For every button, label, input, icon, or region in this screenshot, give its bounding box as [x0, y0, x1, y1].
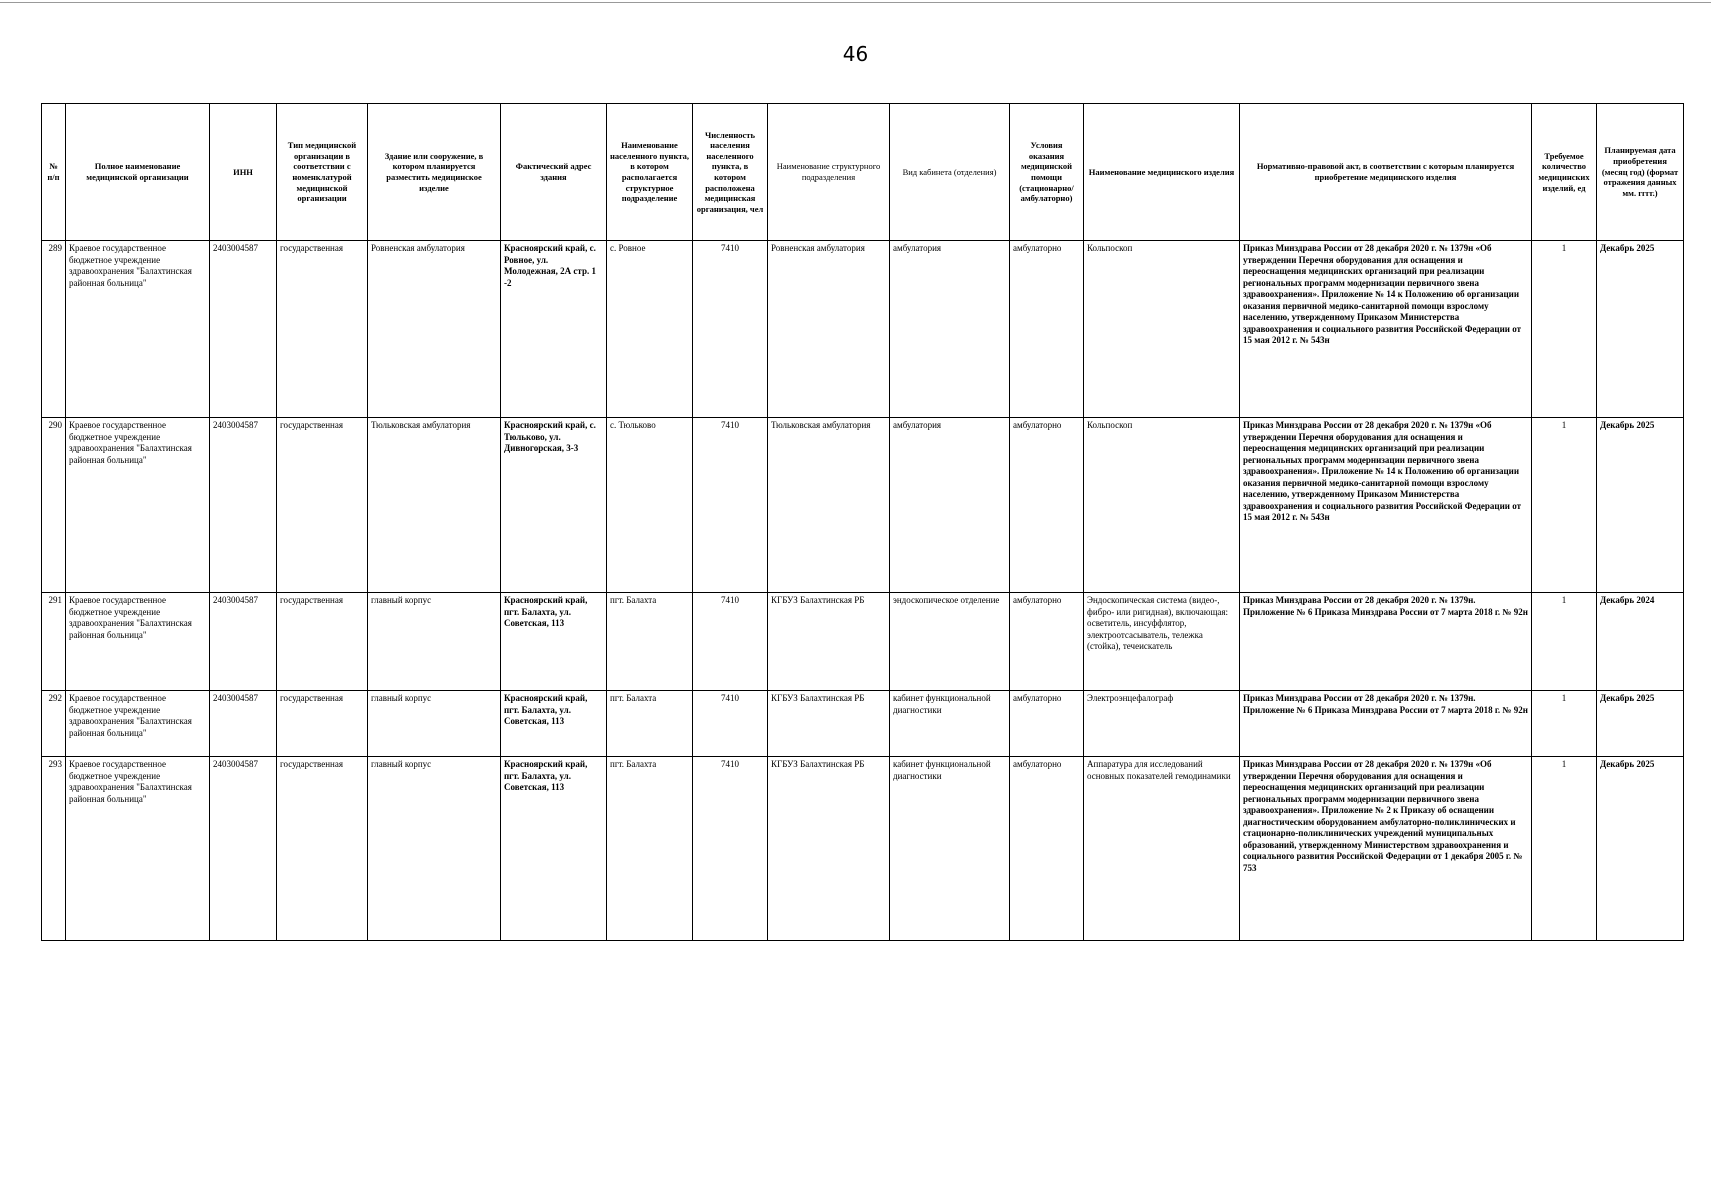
row-unit: КГБУЗ Балахтинская РБ [768, 757, 890, 941]
header-org-name: Полное наименование медицинской организации [66, 104, 210, 241]
header-org-type: Тип медицинской организации в соответствии с номенклатурой медицинской организации [277, 104, 368, 241]
row-num: 292 [42, 691, 66, 757]
row-inn: 2403004587 [210, 691, 277, 757]
row-unit: Ровненская амбулатория [768, 241, 890, 418]
row-address: Красноярский край, с. Тюльково, ул. Дивногорская, 3-3 [501, 418, 607, 593]
row-population: 7410 [693, 593, 768, 691]
row-building: главный корпус [368, 593, 501, 691]
row-quantity: 1 [1532, 757, 1597, 941]
row-date: Декабрь 2025 [1597, 757, 1684, 941]
header-building: Здание или сооружение, в котором планируется разместить медицинское изделие [368, 104, 501, 241]
row-org-type: государственная [277, 241, 368, 418]
header-quantity: Требуемое количество медицинских изделий, ед [1532, 104, 1597, 241]
row-settlement: с. Тюльково [607, 418, 693, 593]
row-settlement: пгт. Балахта [607, 691, 693, 757]
row-settlement: пгт. Балахта [607, 757, 693, 941]
row-num: 291 [42, 593, 66, 691]
row-conditions: амбулаторно [1010, 691, 1084, 757]
row-quantity: 1 [1532, 418, 1597, 593]
row-num: 290 [42, 418, 66, 593]
row-org-type: государственная [277, 593, 368, 691]
row-org-name: Краевое государственное бюджетное учреждение здравоохранения "Балахтинская районная больница" [66, 418, 210, 593]
row-inn: 2403004587 [210, 593, 277, 691]
row-org-name: Краевое государственное бюджетное учреждение здравоохранения "Балахтинская районная больница" [66, 241, 210, 418]
row-date: Декабрь 2025 [1597, 418, 1684, 593]
row-quantity: 1 [1532, 593, 1597, 691]
row-settlement: с. Ровное [607, 241, 693, 418]
header-settlement: Наименование населенного пункта, в котором располагается структурное подразделение [607, 104, 693, 241]
row-conditions: амбулаторно [1010, 418, 1084, 593]
row-device: Электроэнцефалограф [1084, 691, 1240, 757]
row-room: эндоскопическое отделение [890, 593, 1010, 691]
row-unit: Тюльковская амбулатория [768, 418, 890, 593]
row-address: Красноярский край, пгт. Балахта, ул. Советская, 113 [501, 691, 607, 757]
row-settlement: пгт. Балахта [607, 593, 693, 691]
row-unit: КГБУЗ Балахтинская РБ [768, 593, 890, 691]
table-row [42, 593, 1684, 691]
row-device: Эндоскопическая система (видео-, фибро- или ригидная), включающая: осветитель, инсуффлятор, электроотсасыватель, тележка (стойка), течеискатель [1084, 593, 1240, 691]
row-inn: 2403004587 [210, 757, 277, 941]
row-room: амбулатория [890, 418, 1010, 593]
row-org-name: Краевое государственное бюджетное учреждение здравоохранения "Балахтинская районная больница" [66, 691, 210, 757]
row-num: 289 [42, 241, 66, 418]
row-org-name: Краевое государственное бюджетное учреждение здравоохранения "Балахтинская районная больница" [66, 593, 210, 691]
row-unit: КГБУЗ Балахтинская РБ [768, 691, 890, 757]
row-conditions: амбулаторно [1010, 241, 1084, 418]
table-row [42, 757, 1684, 941]
row-address: Красноярский край, пгт. Балахта, ул. Советская, 113 [501, 593, 607, 691]
row-date: Декабрь 2024 [1597, 593, 1684, 691]
row-inn: 2403004587 [210, 241, 277, 418]
header-room: Вид кабинета (отделения) [890, 104, 1010, 241]
row-legal-act: Приказ Минздрава России от 28 декабря 2020 г. № 1379н «Об утверждении Перечня оборудования для оснащения и переоснащения медицинских организаций при реализации региональных программ модернизации первичного звена здравоохранения». Приложение № 14 к Положению об организации оказания первичной медико-санитарной помощи взрослому населению, утвержденному Приказом Министерства здравоохранения и социального развития Российской Федерации от 15 мая 2012 г. № 543н [1240, 418, 1532, 593]
row-num: 293 [42, 757, 66, 941]
header-date: Планируемая дата приобретения (месяц год) (формат отражения данных мм. гггг.) [1597, 104, 1684, 241]
row-date: Декабрь 2025 [1597, 691, 1684, 757]
header-unit: Наименование структурного подразделения [768, 104, 890, 241]
row-quantity: 1 [1532, 241, 1597, 418]
table-row [42, 418, 1684, 593]
row-room: кабинет функциональной диагностики [890, 691, 1010, 757]
row-inn: 2403004587 [210, 418, 277, 593]
row-population: 7410 [693, 418, 768, 593]
header-conditions: Условия оказания медицинской помощи (стационарно/амбулаторно) [1010, 104, 1084, 241]
row-legal-act: Приказ Минздрава России от 28 декабря 2020 г. № 1379н «Об утверждении Перечня оборудования для оснащения и переоснащения медицинских организаций при реализации региональных программ модернизации первичного звена здравоохранения». Приложение № 2 к Приказу об оснащении диагностическим оборудованием амбулаторно-поликлинических и стационарно-поликлинических учреждений муниципальных образований, утвержденному Министерством здравоохранения и социального развития Российской Федерации от 1 декабря 2005 г. № 753 [1240, 757, 1532, 941]
row-room: кабинет функциональной диагностики [890, 757, 1010, 941]
row-building: главный корпус [368, 757, 501, 941]
top-rule [0, 2, 1711, 3]
row-org-name: Краевое государственное бюджетное учреждение здравоохранения "Балахтинская районная больница" [66, 757, 210, 941]
row-org-type: государственная [277, 757, 368, 941]
page-number: 46 [842, 42, 869, 66]
row-date: Декабрь 2025 [1597, 241, 1684, 418]
header-num: № п/п [42, 104, 66, 241]
row-conditions: амбулаторно [1010, 757, 1084, 941]
row-org-type: государственная [277, 691, 368, 757]
header-inn: ИНН [210, 104, 277, 241]
row-building: Ровненская амбулатория [368, 241, 501, 418]
header-legal-act: Нормативно-правовой акт, в соответствии с которым планируется приобретение медицинского изделия [1240, 104, 1532, 241]
row-address: Красноярский край, с. Ровное, ул. Молодежная, 2А стр. 1 -2 [501, 241, 607, 418]
header-address: Фактический адрес здания [501, 104, 607, 241]
row-device: Кольпоскоп [1084, 418, 1240, 593]
row-device: Кольпоскоп [1084, 241, 1240, 418]
table-row [42, 691, 1684, 757]
row-population: 7410 [693, 691, 768, 757]
row-org-type: государственная [277, 418, 368, 593]
header-population: Численность населения населенного пункта, в котором расположена медицинская организация, чел [693, 104, 768, 241]
header-device: Наименование медицинского изделия [1084, 104, 1240, 241]
row-building: Тюльковская амбулатория [368, 418, 501, 593]
row-legal-act: Приказ Минздрава России от 28 декабря 2020 г. № 1379н. Приложение № 6 Приказа Минздрава России от 7 марта 2018 г. № 92н [1240, 593, 1532, 691]
row-quantity: 1 [1532, 691, 1597, 757]
row-room: амбулатория [890, 241, 1010, 418]
row-population: 7410 [693, 241, 768, 418]
table-header-row [42, 104, 1684, 241]
row-legal-act: Приказ Минздрава России от 28 декабря 2020 г. № 1379н. Приложение № 6 Приказа Минздрава России от 7 марта 2018 г. № 92н [1240, 691, 1532, 757]
row-building: главный корпус [368, 691, 501, 757]
row-population: 7410 [693, 757, 768, 941]
row-legal-act: Приказ Минздрава России от 28 декабря 2020 г. № 1379н «Об утверждении Перечня оборудования для оснащения и переоснащения медицинских организаций при реализации региональных программ модернизации первичного звена здравоохранения». Приложение № 14 к Положению об организации оказания первичной медико-санитарной помощи взрослому населению, утвержденному Приказом Министерства здравоохранения и социального развития Российской Федерации от 15 мая 2012 г. № 543н [1240, 241, 1532, 418]
registry-table [41, 103, 1684, 941]
row-address: Красноярский край, пгт. Балахта, ул. Советская, 113 [501, 757, 607, 941]
row-device: Аппаратура для исследований основных показателей гемодинамики [1084, 757, 1240, 941]
row-conditions: амбулаторно [1010, 593, 1084, 691]
table-row [42, 241, 1684, 418]
